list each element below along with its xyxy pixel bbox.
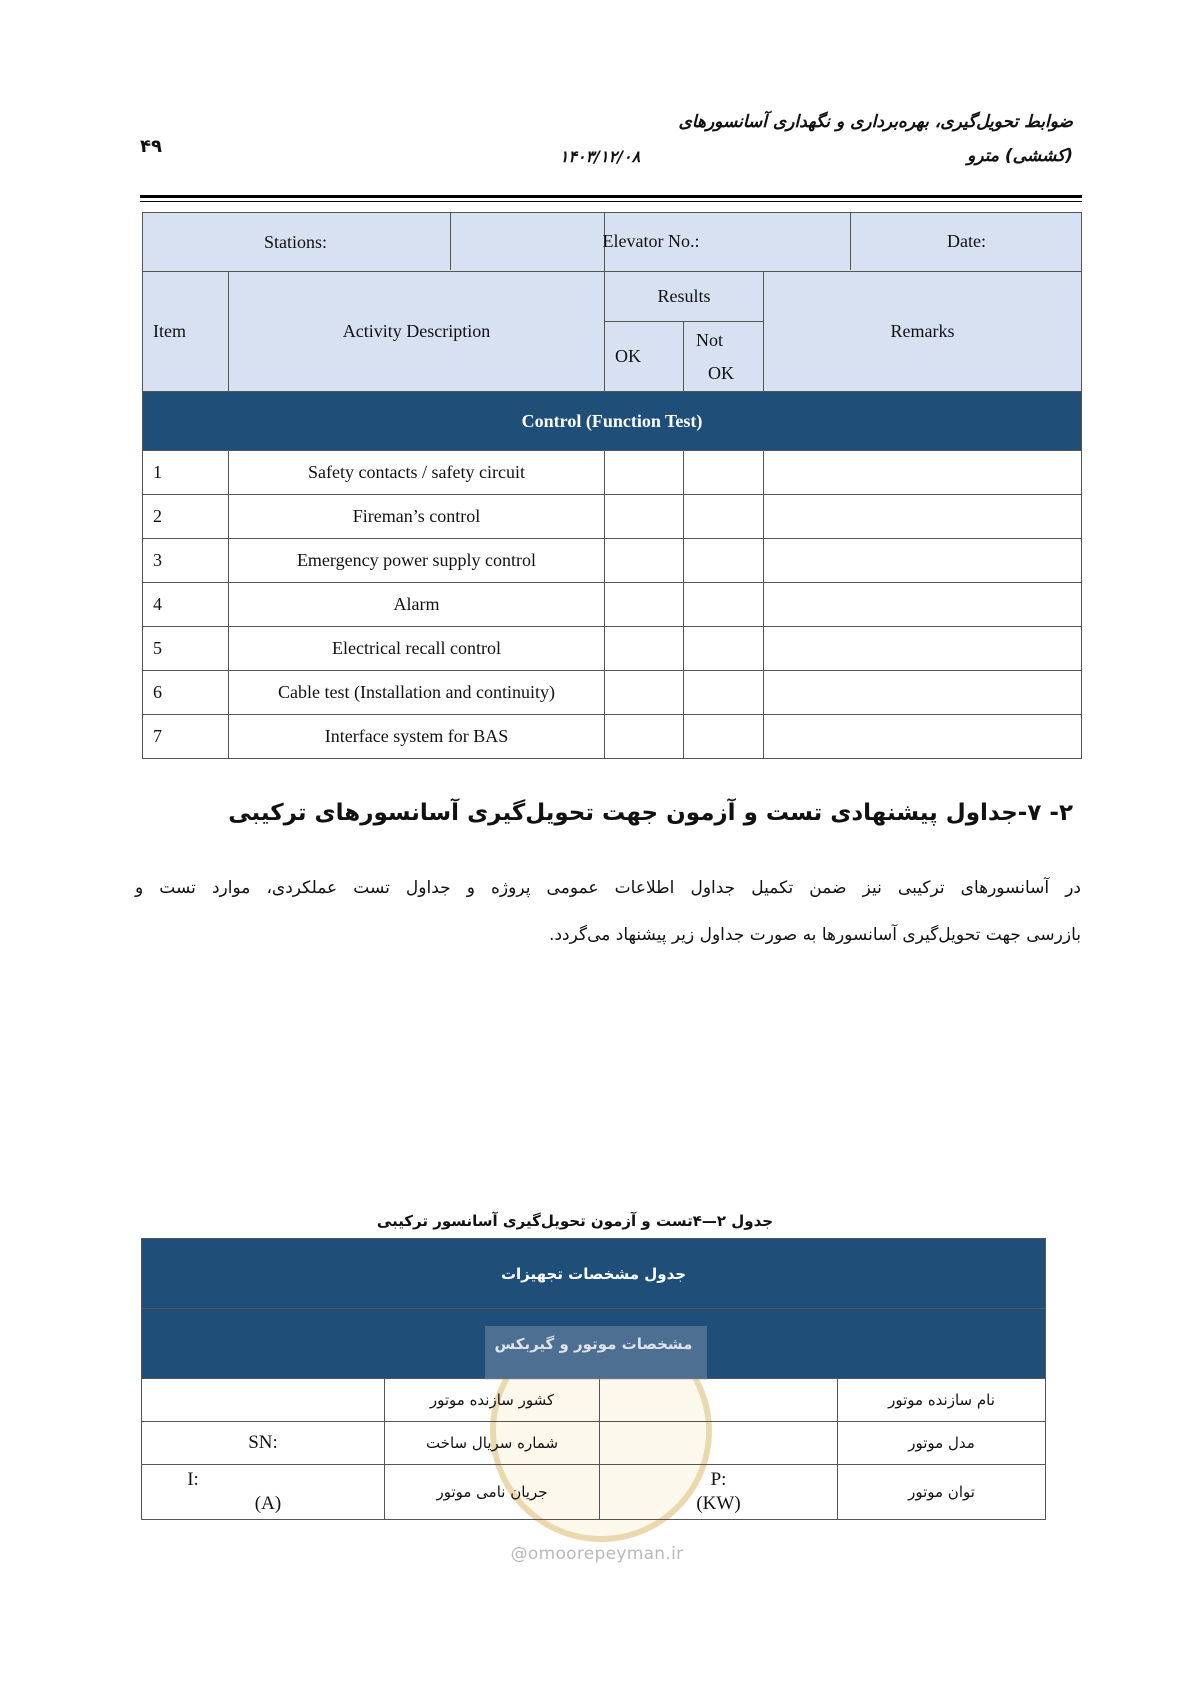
motor-country-value[interactable] xyxy=(142,1379,385,1422)
table-row xyxy=(143,627,1082,671)
row-ok-cell[interactable] xyxy=(605,583,684,627)
row-not-ok-cell[interactable] xyxy=(684,671,764,715)
motor-gearbox-title: مشخصات موتور و گیربکس xyxy=(494,1334,693,1353)
serial-number-value[interactable]: SN: xyxy=(142,1422,385,1465)
motor-model-value[interactable] xyxy=(600,1422,838,1465)
document-date: ۱۴۰۳/۱۲/۰۸ xyxy=(559,147,641,166)
serial-number-label: شماره سریال ساخت xyxy=(385,1422,600,1465)
row-activity: Cable test (Installation and continuity) xyxy=(229,671,605,715)
row-remarks-cell[interactable] xyxy=(764,715,1082,759)
row-ok-cell[interactable] xyxy=(605,627,684,671)
motor-manufacturer-label: نام سازنده موتور xyxy=(838,1379,1046,1422)
paragraph-line1: در آسانسورهای ترکیبی نیز ضمن تکمیل جداول اطلاعات عمومی پروژه و جداول تست عملکردی، موارد تست و xyxy=(135,878,1081,898)
col-remarks-header: Remarks xyxy=(764,272,1082,392)
table-row xyxy=(143,715,1082,759)
row-activity: Interface system for BAS xyxy=(229,715,605,759)
col-ok-header: OK xyxy=(605,322,684,392)
motor-manufacturer-value[interactable] xyxy=(600,1379,838,1422)
row-remarks-cell[interactable] xyxy=(764,583,1082,627)
row-remarks-cell[interactable] xyxy=(764,539,1082,583)
col-not-ok-header xyxy=(684,322,764,392)
row-ok-cell[interactable] xyxy=(605,451,684,495)
row-not-ok-cell[interactable] xyxy=(684,715,764,759)
col-not-ok-line1: Not xyxy=(696,329,723,350)
row-item: 5 xyxy=(143,627,229,671)
watermark-overlay-box xyxy=(485,1326,707,1380)
col-activity-header: Activity Description xyxy=(229,272,605,392)
col-not-ok-line2: OK xyxy=(708,362,734,383)
rated-current-value[interactable] xyxy=(142,1465,385,1520)
document-title-line1: ضوابط تحویل‌گیری، بهره‌برداری و نگهداری آسانسورهای xyxy=(678,112,1073,132)
page-number: ۴۹ xyxy=(140,136,162,157)
row-not-ok-cell[interactable] xyxy=(684,451,764,495)
row-not-ok-cell[interactable] xyxy=(684,583,764,627)
table-row xyxy=(143,495,1082,539)
motor-power-label: توان موتور xyxy=(838,1465,1046,1520)
row-not-ok-cell[interactable] xyxy=(684,495,764,539)
table-row xyxy=(143,451,1082,495)
row-item: 1 xyxy=(143,451,229,495)
row-item: 7 xyxy=(143,715,229,759)
header-rule-thin xyxy=(140,201,1082,202)
stations-label: Stations: xyxy=(263,231,327,252)
elevator-no-label: Elevator No.: xyxy=(602,230,700,251)
table-row xyxy=(143,539,1082,583)
document-title-line2: (کششی) مترو xyxy=(967,146,1073,166)
rated-current-symbol: I: xyxy=(187,1469,199,1490)
motor-power-symbol: P: xyxy=(710,1469,727,1490)
col-results-header: Results xyxy=(605,272,764,322)
col-item-header: Item xyxy=(143,272,229,392)
row-activity: Emergency power supply control xyxy=(229,539,605,583)
row-item: 2 xyxy=(143,495,229,539)
row-activity: Safety contacts / safety circuit xyxy=(229,451,605,495)
elevator-no-cell[interactable] xyxy=(450,212,851,270)
row-item: 3 xyxy=(143,539,229,583)
row-activity: Alarm xyxy=(229,583,605,627)
row-activity: Electrical recall control xyxy=(229,627,605,671)
section-heading: ۲- ۷-جداول پیشنهادی تست و آزمون جهت تحویل‌گیری آسانسورهای ترکیبی xyxy=(228,800,1073,826)
rated-current-label: جریان نامی موتور xyxy=(385,1465,600,1520)
motor-country-label: کشور سازنده موتور xyxy=(385,1379,600,1422)
equipment-spec-title: جدول مشخصات تجهیزات xyxy=(500,1264,687,1283)
row-remarks-cell[interactable] xyxy=(764,451,1082,495)
function-test-table xyxy=(142,212,1082,759)
row-ok-cell[interactable] xyxy=(605,715,684,759)
header-rule-thick xyxy=(140,195,1082,198)
section-control-function-test: Control (Function Test) xyxy=(143,392,1082,451)
table-row xyxy=(143,583,1082,627)
row-ok-cell[interactable] xyxy=(605,495,684,539)
row-not-ok-cell[interactable] xyxy=(684,539,764,583)
row-remarks-cell[interactable] xyxy=(764,627,1082,671)
rated-current-unit: (A) xyxy=(254,1493,282,1514)
watermark-text: @omoorepeyman.ir xyxy=(510,1544,684,1564)
date-label: Date: xyxy=(947,230,986,251)
row-remarks-cell[interactable] xyxy=(764,671,1082,715)
row-activity: Fireman’s control xyxy=(229,495,605,539)
table-row xyxy=(143,671,1082,715)
motor-power-unit: (KW) xyxy=(696,1493,741,1514)
paragraph-line2: بازرسی جهت تحویل‌گیری آسانسورها به صورت جداول زیر پیشنهاد می‌گردد. xyxy=(549,925,1081,945)
table2-caption: جدول ۲—۴تست و آزمون تحویل‌گیری آسانسور ترکیبی xyxy=(376,1212,774,1230)
equipment-spec-band xyxy=(142,1239,1046,1309)
row-ok-cell[interactable] xyxy=(605,671,684,715)
date-cell[interactable] xyxy=(850,212,1082,270)
section-paragraph xyxy=(135,865,1081,959)
motor-power-value[interactable] xyxy=(600,1465,838,1520)
row-item: 4 xyxy=(143,583,229,627)
row-remarks-cell[interactable] xyxy=(764,495,1082,539)
motor-model-label: مدل موتور xyxy=(838,1422,1046,1465)
row-item: 6 xyxy=(143,671,229,715)
row-ok-cell[interactable] xyxy=(605,539,684,583)
row-not-ok-cell[interactable] xyxy=(684,627,764,671)
